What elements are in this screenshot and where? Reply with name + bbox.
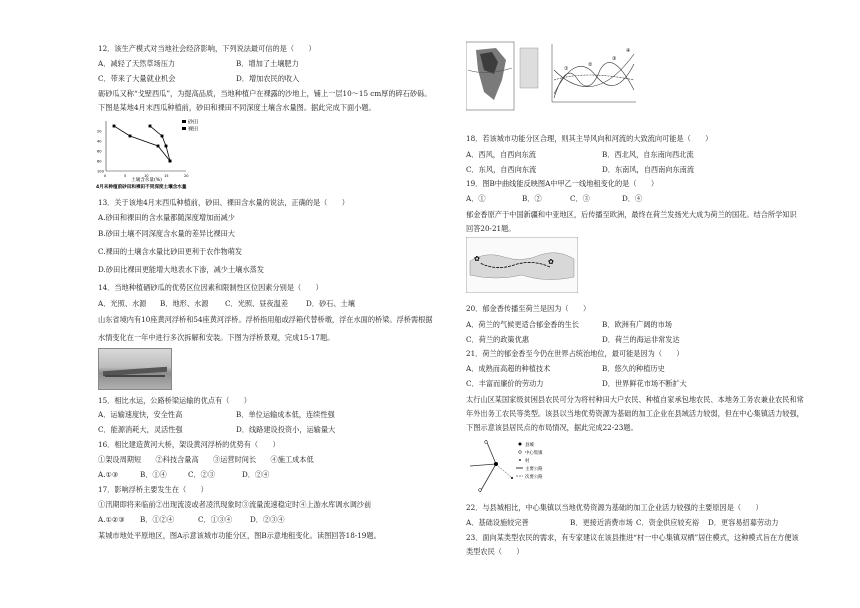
q16-option-d[interactable]: D．②④ <box>242 470 270 479</box>
legend-bare-swatch <box>182 127 186 130</box>
y-tick-label: 60 <box>97 149 102 154</box>
q14-option-c[interactable]: C．光照、昼夜温差 <box>225 299 289 308</box>
q14-option-d[interactable]: D．砂石、土壤 <box>306 299 355 308</box>
legend-secondary-road-label: 次要公路 <box>525 475 543 480</box>
chart-caption: 4月末种植前砂田和裸田不同深度土壤含水量 <box>96 185 187 190</box>
curve-label-2: ② <box>588 62 593 68</box>
q17-option-a[interactable]: A.①②③ <box>98 515 125 524</box>
q17-option-d[interactable]: D．②③④ <box>250 515 285 524</box>
q20-stem: 20．郁金香传播至荷兰是因为（ ） <box>466 304 591 313</box>
y-tick-label: 40 <box>97 139 102 144</box>
chart-x-axis-label: 土壤含水量(%) <box>131 178 162 183</box>
x-tick-label: 5 <box>124 174 127 178</box>
curve-label-4: ④ <box>626 48 631 54</box>
q19-option-c[interactable]: C．③ <box>570 194 590 203</box>
q23-stem-line2: 类型农民（ ） <box>466 547 524 556</box>
x-tick-label: 10 <box>144 174 149 178</box>
legend-bare-label: 裸田 <box>188 126 199 133</box>
data-point <box>165 145 167 147</box>
legend-town-label: 中心集镇 <box>525 451 543 456</box>
road-main-2 <box>480 464 496 492</box>
q18-option-b[interactable]: B．西北风，自东南向西北流 <box>602 150 694 159</box>
q22-option-d[interactable]: D．更容易招募劳动力 <box>708 518 779 527</box>
q17-option-b[interactable]: B．①②④ <box>140 515 175 524</box>
q21-option-d[interactable]: D．世界鲜花市场不断扩大 <box>602 379 687 388</box>
q22-option-c[interactable]: C．资金供应较充裕 <box>636 518 700 527</box>
q18-option-c[interactable]: C．东风，自西向东流 <box>466 165 537 174</box>
q21-option-a[interactable]: A．成熟而高超的种植技术 <box>466 364 551 373</box>
q12-option-b[interactable]: B．增加了土壤肥力 <box>236 59 299 68</box>
q18-option-a[interactable]: A．西风，自西向东流 <box>466 150 536 159</box>
q15-option-a[interactable]: A．运输速度快，安全性高 <box>98 410 183 419</box>
legend-village-label: 村 <box>525 459 530 464</box>
q16-option-b[interactable]: B．①④ <box>140 470 167 479</box>
legend-county-symbol <box>519 443 522 446</box>
q14-option-a[interactable]: A．光照、水源 <box>98 299 147 308</box>
figure-a-legend <box>520 48 538 88</box>
q14-stem: 14．当地种植硒砂瓜的优势区位因素和限制性区位因素分别是（ ） <box>98 283 323 292</box>
data-point <box>157 145 159 147</box>
intro-county-line3: 下图示意该县居民点的布局情况，据此完成22-23题。 <box>466 423 638 432</box>
series-sand-line <box>150 126 170 161</box>
intro-tulip-line1: 郁金香原产于中国新疆和中亚地区，后传播至欧洲，最终在荷兰发扬光大成为荷兰的国花。结合所学知识 <box>466 210 797 219</box>
rent-curve-3 <box>554 75 634 80</box>
q13-option-c[interactable]: C.裸田的土壤含水量比砂田更利于农作物萌发 <box>98 247 243 256</box>
q17-stem: 17．影响浮桥主要发生在（ ） <box>98 485 208 494</box>
q12-option-a[interactable]: A．减轻了天然草场压力 <box>98 59 176 68</box>
center-town-marker <box>485 441 488 444</box>
tulip-route-map <box>466 237 578 293</box>
intro-tulip-line2: 回答20-21题。 <box>466 224 516 233</box>
q21-option-b[interactable]: B．悠久的种植历史 <box>602 364 665 373</box>
settlement-map <box>466 436 572 496</box>
intro-county-line2: 年外出务工农民等类型。该县以当地优势资源为基础的加工企业在县域活力较弱，但在中心集镇活力较强， <box>466 409 804 418</box>
q23-stem-line1: 23．面向某类型农民的需求，有专家建议在该县推进“村一中心集镇双栖”居住模式，这种模式旨在方便该 <box>466 533 799 542</box>
q17-items: ①汛期即将来临前②出现流凌或者凌汛现象时③流量流速稳定时④上游水库调水调沙前 <box>98 500 372 509</box>
q21-stem: 21．荷兰的郁金香至今仍在世界占统治地位，最可能是因为（ ） <box>466 349 684 358</box>
road-main-3 <box>470 464 496 466</box>
tulip-origin-icon: ✿ <box>548 258 554 266</box>
q19-option-d[interactable]: D．④ <box>622 194 643 203</box>
intro-bridge-line1: 山东省境内有10座黄河浮桥和54座黄河浮桥。浮桥指用船或浮箱代替桥墩，浮在水面的桥梁。浮桥需根据 <box>98 315 433 324</box>
q15-option-d[interactable]: D．线路建设投资小，运输量大 <box>236 425 336 434</box>
q16-option-a[interactable]: A.①③ <box>98 470 119 479</box>
data-point <box>161 135 163 137</box>
q17-option-c[interactable]: C．①③④ <box>198 515 233 524</box>
q13-option-d[interactable]: D.砂田比裸田更能增大地表水下渗，减少土壤水蒸发 <box>98 265 264 274</box>
data-point <box>113 125 115 127</box>
legend-town-symbol <box>519 451 522 454</box>
legend-village-symbol <box>519 459 521 461</box>
series-bare-line <box>114 126 170 161</box>
q13-option-a[interactable]: A.砂田和裸田的含水量都随深度增加而减少 <box>98 213 235 222</box>
village-marker <box>511 477 513 479</box>
y-tick-label: 20 <box>97 129 102 134</box>
q13-stem: 13．关于该地4月末西瓜种植前，砂田、裸田含水量的说法，正确的是（ ） <box>98 198 349 207</box>
q15-option-b[interactable]: B．单位运输成本低，连续性强 <box>236 410 335 419</box>
q20-option-a[interactable]: A．荷兰的气候更适合郁金香的生长 <box>466 320 580 329</box>
q15-stem: 15．相比水运，公路桥梁运输的优点有（ ） <box>98 396 251 405</box>
road-main-1 <box>486 440 496 464</box>
q16-items: ①架设周期短 ②科技含量高 ③运营时间长 ④施工成本低 <box>98 455 314 464</box>
x-tick-label: 20 <box>184 174 189 178</box>
pontoon-bridge-photo <box>98 348 172 390</box>
q22-option-a[interactable]: A．基础设施较完善 <box>466 518 529 527</box>
intro-county-line1: 太行山区某国家级贫困县农民可分为将村种田大户农民、种植自家承包地农民、本地务工务农兼业农民和常 <box>466 395 804 404</box>
q13-option-b[interactable]: B.砂田土壤不同深度含水量的差异比裸田大 <box>98 229 235 238</box>
q21-option-c[interactable]: C．丰富而廉价的劳动力 <box>466 379 544 388</box>
q12-option-c[interactable]: C．带来了大量就业机会 <box>98 74 176 83</box>
q18-stem: 18．若该城市功能分区合理，则其主导风向和河流的大致流向可能是（ ） <box>466 134 713 143</box>
q20-option-c[interactable]: C．荷兰的政策优惠 <box>466 335 530 344</box>
q16-stem: 16．相比建造黄河大桥，架设黄河浮桥的优势有（ ） <box>98 440 280 449</box>
intro-melon-line2: 下图是某地4月末西瓜种植前，砂田和裸田不同深度土壤含水量图。据此完成下面小题。 <box>98 103 376 112</box>
road-secondary <box>496 464 512 478</box>
data-point <box>129 135 131 137</box>
q18-option-d[interactable]: D．东南风，自西南向东南流 <box>602 165 695 174</box>
tulip-destination-icon: ✿ <box>474 255 480 263</box>
q12-option-d[interactable]: D．增加农民的收入 <box>236 74 300 83</box>
x-tick-label: 0 <box>104 174 107 178</box>
q14-option-b[interactable]: B．地形、水源 <box>160 299 209 308</box>
q19-stem: 19．图B中曲线能反映图A中甲乙一线地租变化的是（ ） <box>466 179 659 188</box>
legend-county-label: 县城 <box>525 443 534 448</box>
city-figures <box>466 40 686 124</box>
y-tick-label: 80 <box>97 159 102 164</box>
county-seat-marker <box>494 462 498 466</box>
q15-option-c[interactable]: C．能源消耗大，灵活性强 <box>98 425 183 434</box>
q20-option-b[interactable]: B．欧洲有广阔的市场 <box>602 320 672 329</box>
q20-option-d[interactable]: D．荷兰的海运非常发达 <box>602 335 680 344</box>
curve-label-3: ③ <box>612 56 617 62</box>
center-town-marker <box>479 489 482 492</box>
q16-option-c[interactable]: C．②③ <box>188 470 216 479</box>
data-point <box>169 160 171 162</box>
legend-main-road-label: 主要公路 <box>525 467 543 472</box>
legend-sand-swatch <box>182 120 186 123</box>
intro-melon-line1: 砺砂瓜又称“戈壁西瓜”，为提高品质，当地种植户在裸露的沙地上，铺上一层10～15 cm厚的碎石砂砾。 <box>98 89 432 98</box>
x-tick-label: 15 <box>164 174 169 178</box>
curve-label-1: ① <box>564 66 569 72</box>
intro-bridge-line2: 水情变化在一年中进行多次拆解和安装。下图为浮桥景观，完成15-17题。 <box>98 333 335 342</box>
soil-moisture-chart <box>96 116 226 190</box>
q19-option-a[interactable]: A．① <box>466 194 486 203</box>
q22-stem: 22．与县城相比，中心集镇以当地优势资源为基础的加工企业活力较强的主要原因是（ ） <box>466 503 763 512</box>
q12-stem: 12．该生产模式对当地社会经济影响，下列说法最可信的是（ ） <box>98 44 316 53</box>
bridge-pontoons <box>105 375 165 377</box>
intro-city: 某城市地处平原地区，图A示意该城市功能分区，图B示意地租变化。读图回答18-19题。 <box>98 531 381 540</box>
q19-option-b[interactable]: B．② <box>522 194 542 203</box>
data-point <box>149 125 151 127</box>
q22-option-b[interactable]: B．更接近消费市场 <box>570 518 633 527</box>
legend-sand-label: 砂田 <box>188 119 199 126</box>
y-tick-label: 100 <box>97 169 104 174</box>
